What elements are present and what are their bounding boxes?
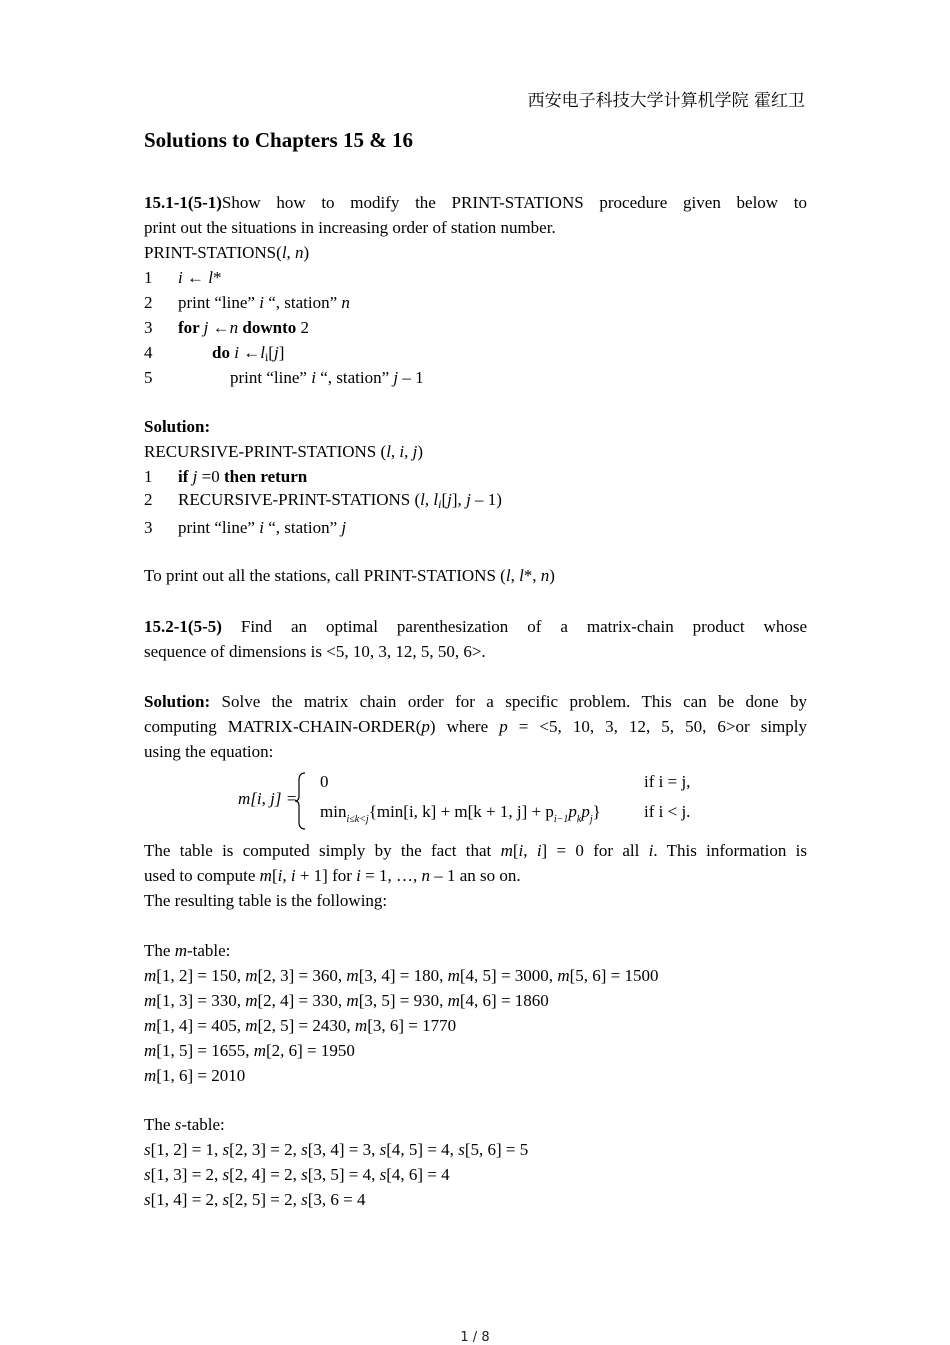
equation-lhs: m[i, j] = [238, 789, 298, 808]
table-explanation-line1: The table is computed simply by the fact that m[i, i] = 0 for all i. This information is [144, 841, 808, 860]
solution-2-line3: using the equation: [144, 742, 274, 761]
equation-case-2: $\min_{i\le k<j}\{\min[i$, k] + m[k + 1, $j] + p_{i-1}p_kp_j$} [320, 802, 601, 825]
code-line-1: 1 i ← l* [144, 268, 222, 287]
page-title: Solutions to Chapters 15 & 16 [144, 128, 413, 152]
s-table-row: s[1, 3] = 2, s[2, 4] = 2, s[3, 5] = 4, s[4, 6] = 4 [144, 1165, 450, 1184]
table-explanation-line2: used to compute m[i, i + 1] for i = 1, …, n – 1 an so on. [144, 866, 521, 885]
equation-condition-1: if i = j, [644, 772, 691, 791]
code-line-4: 4 do i $\leftarrow l_i[j]$ [144, 343, 285, 364]
page-number: 1 / 8 [460, 1330, 490, 1345]
call-instructions: To print out all the stations, call PRINT-STATIONS (l, l*, n) [144, 566, 555, 585]
exercise-15-1-1-line1: 15.1-1(5-1)Show how to modify the PRINT-STATIONS procedure given below to [144, 193, 807, 212]
recursive-line-3: 3 print “line” i “, station” j [144, 518, 347, 537]
s-table-row: s[1, 2] = 1, s[2, 3] = 2, s[3, 4] = 3, s[4, 5] = 4, s[5, 6] = 5 [144, 1140, 529, 1159]
left-brace-icon [294, 772, 306, 830]
solution-1-label: Solution: [144, 417, 211, 436]
code-line-3: 3 for j ←n downto 2 [144, 318, 309, 337]
exercise-15-2-1-line2: sequence of dimensions is <5, 10, 3, 12, 5, 50, 6>. [144, 642, 486, 661]
m-table-row: m[1, 5] = 1655, m[2, 6] = 1950 [144, 1041, 355, 1060]
s-table-heading: The s-table: [144, 1115, 225, 1134]
solution-2-line1: Solution: Solve the matrix chain order for a specific problem. This can be done by [144, 692, 807, 711]
m-table-heading: The m-table: [144, 941, 231, 960]
m-table-row: m[1, 2] = 150, m[2, 3] = 360, m[3, 4] = 180, m[4, 5] = 3000, m[5, 6] = 1500 [144, 966, 659, 985]
equation-case-1: 0 [320, 772, 329, 791]
s-table-row: s[1, 4] = 2, s[2, 5] = 2, s[3, 6 = 4 [144, 1190, 366, 1209]
recursive-signature: RECURSIVE-PRINT-STATIONS (l, i, j) [144, 442, 424, 461]
exercise-15-2-1-line1: 15.2-1(5-5) Find an optimal parenthesization of a matrix-chain product whose [144, 617, 807, 636]
code-line-2: 2 print “line” i “, station” n [144, 293, 350, 312]
recursive-line-2: 2 RECURSIVE-PRINT-STATIONS (l, li[j], j – 1) [144, 490, 502, 511]
exercise-15-1-1-line2: print out the situations in increasing order of station number. [144, 218, 556, 237]
equation-condition-2: if i < j. [644, 802, 691, 821]
procedure-signature: PRINT-STATIONS(l, n) [144, 243, 310, 262]
recursive-line-1: 1 if j =0 then return [144, 467, 308, 486]
table-explanation-line3: The resulting table is the following: [144, 891, 388, 910]
recurrence-equation [238, 772, 738, 832]
solution-2-line2: computing MATRIX-CHAIN-ORDER(p) where p = <5, 10, 3, 12, 5, 50, 6>or simply [144, 717, 807, 736]
m-table-row: m[1, 3] = 330, m[2, 4] = 330, m[3, 5] = 930, m[4, 6] = 1860 [144, 991, 549, 1010]
code-line-5: 5 print “line” i “, station” j – 1 [144, 368, 424, 387]
m-table-row: m[1, 4] = 405, m[2, 5] = 2430, m[3, 6] = 1770 [144, 1016, 457, 1035]
m-table-row: m[1, 6] = 2010 [144, 1066, 246, 1085]
page-header-author: 西安电子科技大学计算机学院 霍红卫 [527, 91, 805, 111]
